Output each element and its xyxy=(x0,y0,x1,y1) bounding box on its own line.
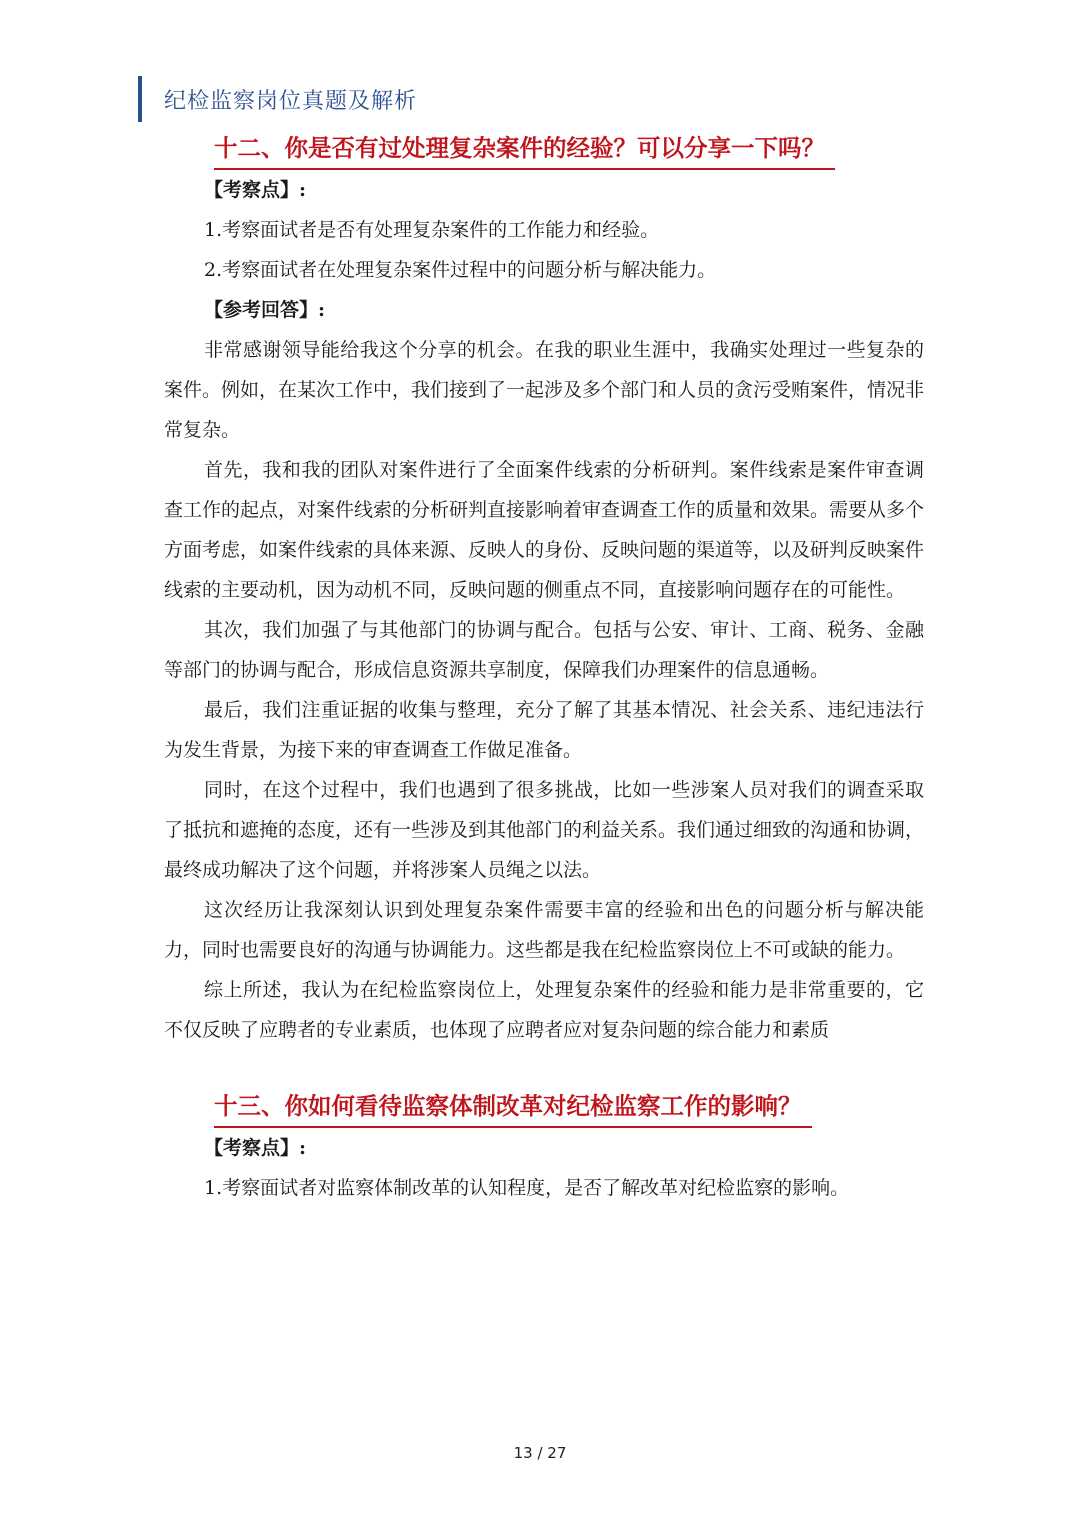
document-body xyxy=(164,132,924,1208)
answer-paragraph: 这次经历让我深刻认识到处理复杂案件需要丰富的经验和出色的问题分析与解决能力，同时也需要良好的沟通与协调能力。这些都是我在纪检监察岗位上不可或缺的能力。 xyxy=(164,899,924,961)
points-label: 【考察点】: xyxy=(204,1137,307,1159)
page-header xyxy=(138,76,417,122)
points-label: 【考察点】: xyxy=(204,179,307,201)
answer-paragraph: 同时，在这个过程中，我们也遇到了很多挑战，比如一些涉案人员对我们的调查采取了抵抗和遮掩的态度，还有一些涉及到其他部门的利益关系。我们通过细致的沟通和协调，最终成功解决了这个问题，并将涉案人员绳之以法。 xyxy=(164,779,925,881)
section-13 xyxy=(164,1090,924,1208)
point-item: 2.考察面试者在处理复杂案件过程中的问题分析与解决能力。 xyxy=(204,259,717,281)
header-title: 纪检监察岗位真题及解析 xyxy=(164,88,418,114)
section-12 xyxy=(164,132,924,1050)
question-title-13: 十三、你如何看待监察体制改革对纪检监察工作的影响？ xyxy=(214,1090,812,1128)
answer-paragraph: 最后，我们注重证据的收集与整理，充分了解了其基本情况、社会关系、违纪违法行为发生背景，为接下来的审查调查工作做足准备。 xyxy=(164,699,924,761)
answer-paragraph: 其次，我们加强了与其他部门的协调与配合。包括与公安、审计、工商、税务、金融等部门的协调与配合，形成信息资源共享制度，保障我们办理案件的信息通畅。 xyxy=(164,619,924,681)
point-item: 1.考察面试者是否有处理复杂案件的工作能力和经验。 xyxy=(204,219,660,241)
answer-paragraph: 综上所述，我认为在纪检监察岗位上，处理复杂案件的经验和能力是非常重要的，它不仅反映了应聘者的专业素质，也体现了应聘者应对复杂问题的综合能力和素质 xyxy=(164,979,924,1041)
point-item: 1.考察面试者对监察体制改革的认知程度，是否了解改革对纪检监察的影响。 xyxy=(204,1177,850,1199)
answer-paragraph: 首先，我和我的团队对案件进行了全面案件线索的分析研判。案件线索是案件审查调查工作的起点，对案件线索的分析研判直接影响着审查调查工作的质量和效果。需要从多个方面考虑，如案件线索的具体来源、反映人的身份、反映问题的渠道等，以及研判反映案件线索的主要动机，因为动机不同，反映问题的侧重点不同，直接影响问题存在的可能性。 xyxy=(164,459,925,601)
answer-label: 【参考回答】: xyxy=(204,299,326,321)
question-title-12: 十二、你是否有过处理复杂案件的经验？可以分享一下吗？ xyxy=(214,132,835,170)
page-number: 13 / 27 xyxy=(513,1444,567,1462)
answer-paragraph: 非常感谢领导能给我这个分享的机会。在我的职业生涯中，我确实处理过一些复杂的案件。例如，在某次工作中，我们接到了一起涉及多个部门和人员的贪污受贿案件，情况非常复杂。 xyxy=(164,339,925,441)
